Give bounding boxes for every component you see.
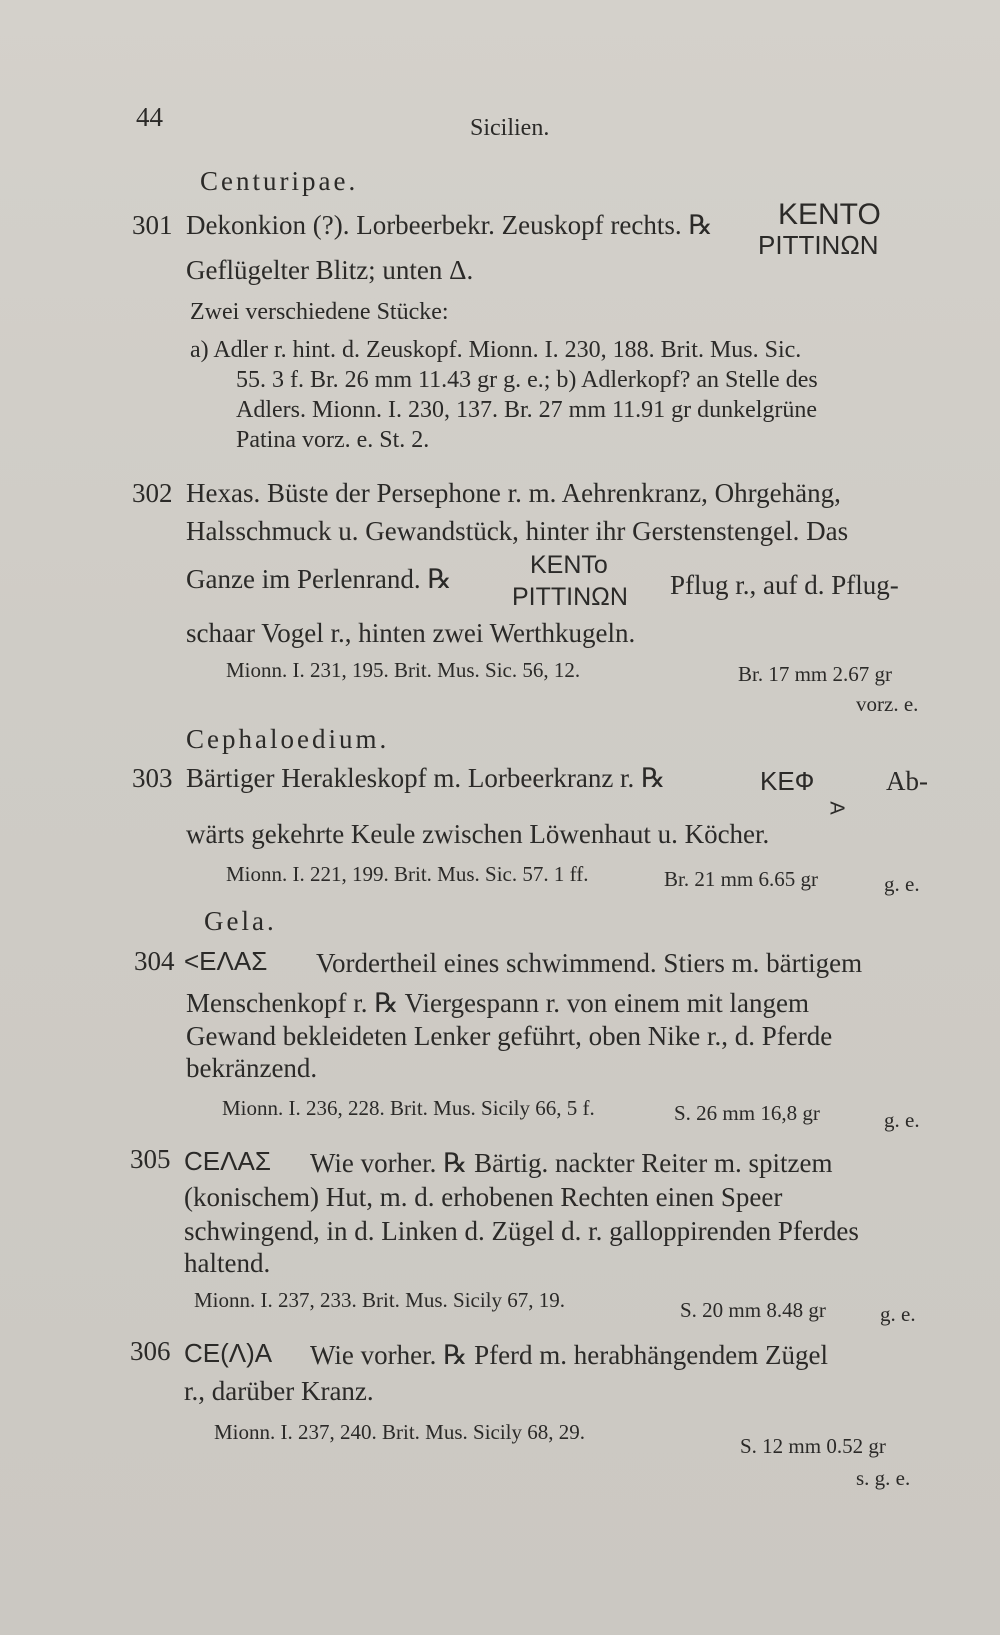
- entry-304-number: 304: [134, 946, 175, 976]
- entry-304-legend: <EΛAΣ: [184, 946, 268, 976]
- entry-302-number: 302: [132, 478, 173, 508]
- entry-302-line4: schaar Vogel r., hinten zwei Werthkugeln.: [186, 618, 636, 648]
- entry-304-line1: Vordertheil eines schwimmend. Stiers m. bärtigem: [316, 948, 863, 978]
- page-number: 44: [136, 102, 163, 132]
- entry-304-line3: Gewand bekleideten Lenker geführt, oben Nike r., d. Pferde: [186, 1021, 833, 1051]
- entry-305-number: 305: [130, 1144, 171, 1174]
- section-heading-centuripae: Centuripae.: [200, 166, 359, 196]
- entry-306-line2: r., darüber Kranz.: [184, 1376, 374, 1406]
- entry-302-line2: Halsschmuck u. Gewandstück, hinter ihr Gerstenstengel. Das: [186, 516, 849, 546]
- entry-305-line2: (konischem) Hut, m. d. erhobenen Rechten einen Speer: [184, 1182, 783, 1212]
- entry-306-measurement: S. 12 mm 0.52 gr: [740, 1434, 886, 1458]
- entry-301-legend-line1: KENTO: [778, 198, 881, 231]
- section-heading-cephaloedium: Cephaloedium.: [186, 724, 390, 754]
- entry-303-line1: Bärtiger Herakleskopf m. Lorbeerkranz r. ℞: [186, 763, 666, 793]
- entry-305-line3: schwingend, in d. Linken d. Zügel d. r. galloppirenden Pferdes: [184, 1216, 859, 1246]
- entry-302-line3b: Pflug r., auf d. Pflug-: [670, 570, 899, 600]
- entry-301-line2: Geflügelter Blitz; unten Δ.: [186, 255, 474, 285]
- entry-306-line1: Wie vorher. ℞ Pferd m. herabhängendem Zügel: [310, 1340, 828, 1370]
- entry-301-legend-line2: PITTINΩN: [758, 230, 879, 260]
- entry-305-grade: g. e.: [880, 1302, 916, 1326]
- entry-302-grade: vorz. e.: [856, 692, 919, 716]
- entry-305-reference: Mionn. I. 237, 233. Brit. Mus. Sicily 67, 19.: [194, 1288, 566, 1312]
- entry-301-line6: Adlers. Mionn. I. 230, 137. Br. 27 mm 11.91 gr dunkelgrüne: [236, 397, 818, 423]
- entry-306-number: 306: [130, 1336, 171, 1366]
- entry-301-line1: Dekonkion (?). Lorbeerbekr. Zeuskopf rechts. ℞: [186, 210, 713, 240]
- entry-302-line1: Hexas. Büste der Persephone r. m. Aehrenkranz, Ohrgehäng,: [186, 478, 841, 508]
- entry-301-line5: 55. 3 f. Br. 26 mm 11.43 gr g. e.; b) Adlerkopf? an Stelle des: [236, 367, 818, 393]
- entry-304-line4: bekränzend.: [186, 1053, 318, 1083]
- entry-303-line1-trail: Ab-: [886, 766, 928, 796]
- entry-303-measurement: Br. 21 mm 6.65 gr: [664, 867, 819, 891]
- entry-305-line1: Wie vorher. ℞ Bärtig. nackter Reiter m. spitzem: [310, 1148, 833, 1178]
- entry-305-measurement: S. 20 mm 8.48 gr: [680, 1298, 826, 1322]
- entry-303-legend: KEФ: [760, 766, 815, 796]
- entry-305-line4: haltend.: [184, 1248, 271, 1278]
- entry-304-reference: Mionn. I. 236, 228. Brit. Mus. Sicily 66, 5 f.: [222, 1096, 595, 1120]
- entry-302-legend-line1: KENTo: [530, 551, 608, 579]
- entry-306-grade: s. g. e.: [856, 1466, 911, 1490]
- entry-301-line3: Zwei verschiedene Stücke:: [190, 299, 449, 325]
- entry-303-grade: g. e.: [884, 872, 920, 896]
- entry-302-legend-line2: PITTINΩN: [512, 583, 628, 611]
- entry-304-grade: g. e.: [884, 1108, 920, 1132]
- entry-303-line2: wärts gekehrte Keule zwischen Löwenhaut u. Köcher.: [186, 819, 770, 849]
- entry-304-measurement: S. 26 mm 16,8 gr: [674, 1101, 820, 1125]
- entry-303-legend-rotated: A: [825, 801, 848, 815]
- running-title: Sicilien.: [470, 115, 550, 141]
- entry-302-reference: Mionn. I. 231, 195. Brit. Mus. Sic. 56, 12.: [226, 658, 581, 682]
- entry-304-line2: Menschenkopf r. ℞ Viergespann r. von einem mit langem: [186, 988, 809, 1018]
- entry-303-reference: Mionn. I. 221, 199. Brit. Mus. Sic. 57. 1 ff.: [226, 862, 589, 886]
- entry-303-number: 303: [132, 763, 173, 793]
- entry-301-number: 301: [132, 210, 173, 240]
- section-heading-gela: Gela.: [204, 906, 277, 936]
- entry-306-legend: CE(Λ)A: [184, 1338, 273, 1368]
- entry-301-line4: a) Adler r. hint. d. Zeuskopf. Mionn. I. 230, 188. Brit. Mus. Sic.: [190, 337, 802, 363]
- entry-306-reference: Mionn. I. 237, 240. Brit. Mus. Sicily 68, 29.: [214, 1420, 586, 1444]
- entry-302-measurement: Br. 17 mm 2.67 gr: [738, 662, 893, 686]
- entry-305-legend: CEΛAΣ: [184, 1146, 271, 1176]
- entry-301-line7: Patina vorz. e. St. 2.: [236, 427, 430, 453]
- entry-302-line3a: Ganze im Perlenrand. ℞: [186, 564, 452, 594]
